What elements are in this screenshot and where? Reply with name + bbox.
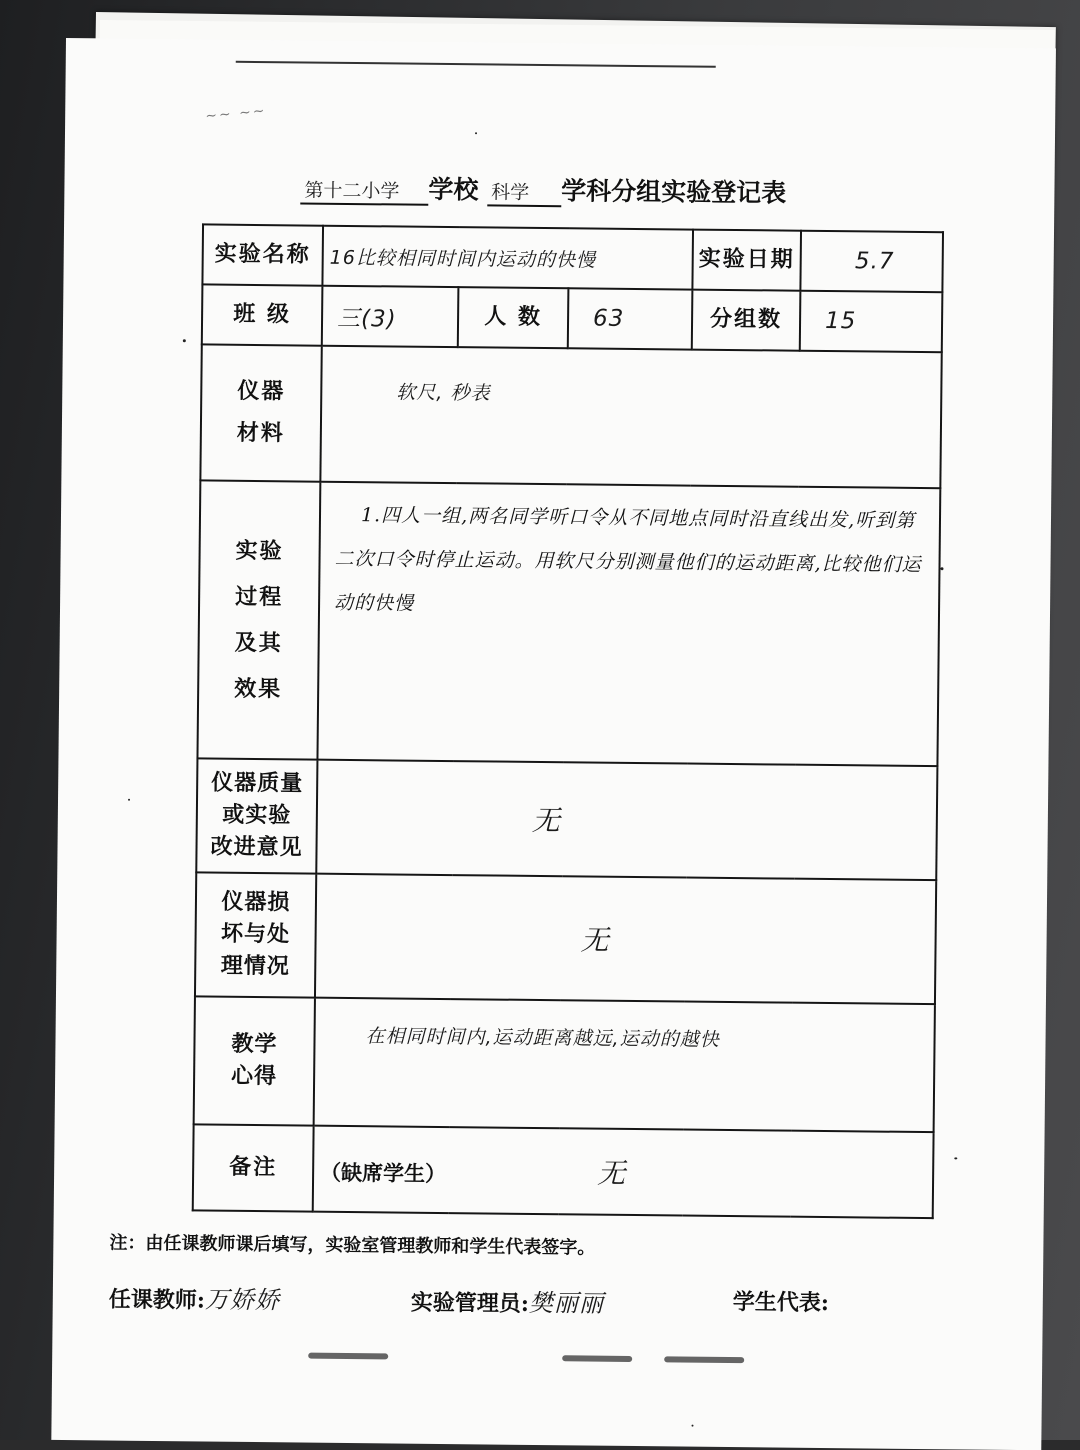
process-label-line: 过程 — [235, 583, 284, 611]
student-rep-signature — [733, 1285, 829, 1317]
remarks-value: 无 — [597, 1156, 626, 1190]
remarks-sublabel: （缺席学生） — [320, 1159, 447, 1187]
scan-speck — [128, 799, 130, 801]
remarks-label: 备注 — [193, 1124, 314, 1211]
scan-smudge — [664, 1356, 744, 1363]
experiment-name-cell — [322, 226, 693, 290]
headcount-label: 人 数 — [458, 287, 569, 348]
damage-label — [195, 872, 316, 997]
quality-label-line: 仪器质量 — [211, 769, 304, 797]
lab-manager-signature — [411, 1282, 604, 1319]
teaching-label-line: 教学 — [231, 1030, 278, 1058]
student-rep-label: 学生代表: — [732, 1289, 830, 1317]
header-rule — [236, 61, 716, 68]
process-label-line: 实验 — [235, 537, 284, 564]
table-row — [202, 284, 943, 352]
school-suffix: 学校 — [428, 174, 479, 205]
headcount-cell — [568, 288, 693, 349]
table-row — [196, 758, 937, 880]
scan-speck — [954, 1157, 957, 1159]
group-count-label: 分组数 — [692, 290, 801, 351]
class-cell — [322, 286, 459, 347]
scan-speck — [475, 132, 477, 134]
table-row — [193, 1124, 934, 1218]
scan-speck — [940, 567, 943, 570]
quality-feedback-label — [196, 758, 317, 873]
scan-smudge — [562, 1355, 632, 1362]
teaching-notes-cell — [314, 998, 935, 1132]
class-label: 班 级 — [202, 284, 323, 345]
lab-manager-name: 樊丽丽 — [528, 1288, 605, 1318]
teaching-label-line: 心得 — [230, 1062, 278, 1090]
experiment-date-cell — [800, 231, 943, 292]
materials-cell — [320, 346, 941, 488]
form-sheet — [51, 38, 1056, 1450]
teacher-label: 任课教师: — [108, 1286, 206, 1314]
scan-speck — [183, 339, 186, 342]
table-row — [195, 872, 936, 1004]
scan-smudge — [308, 1353, 388, 1360]
quality-feedback-cell — [316, 760, 937, 880]
experiment-date-value: 5.7 — [854, 248, 895, 275]
process-value: 1.四人一组,两名同学听口令从不同地点同时沿直线出发,听到第二次口令时停止运动。用软尺分别测量他们的运动距离,比较他们运动的快慢 — [317, 482, 940, 766]
damage-cell — [315, 874, 936, 1004]
process-label — [197, 480, 320, 759]
damage-label-line: 坏与处 — [220, 920, 291, 948]
quality-feedback-value: 无 — [531, 803, 561, 838]
materials-label-line: 材料 — [236, 419, 286, 447]
headcount-value: 63 — [592, 305, 625, 332]
table-row — [194, 996, 935, 1132]
table-row — [202, 224, 943, 292]
materials-label — [200, 344, 321, 481]
faint-mark: ~~ ~~ — [204, 102, 268, 125]
class-value: 三(3) — [336, 305, 397, 332]
teacher-signature — [109, 1279, 280, 1316]
experiment-name-label: 实验名称 — [202, 224, 323, 285]
form-title — [300, 168, 920, 210]
teaching-notes-value: 在相同时间内,运动距离越远,运动的越快 — [365, 1025, 720, 1051]
table-row — [197, 480, 940, 766]
damage-label-line: 理情况 — [220, 952, 290, 980]
damage-label-line: 仪器损 — [221, 888, 291, 916]
scan-speck — [691, 1425, 693, 1427]
quality-label-line: 或实验 — [222, 801, 292, 829]
teacher-name: 万娇娇 — [204, 1285, 281, 1315]
damage-value: 无 — [580, 923, 609, 957]
table-row — [200, 344, 941, 488]
school-name-field: 第十二小学 — [300, 175, 428, 205]
title-suffix: 学科分组实验登记表 — [561, 176, 787, 208]
registration-table — [192, 223, 944, 1219]
experiment-date-label: 实验日期 — [692, 230, 801, 291]
group-count-value: 15 — [824, 307, 857, 335]
remarks-cell — [313, 1126, 934, 1218]
teaching-notes-label — [194, 996, 315, 1125]
process-label-line: 效果 — [234, 675, 283, 703]
subject-field: 科学 — [487, 177, 561, 207]
materials-value: 软尺, 秒表 — [396, 381, 491, 405]
experiment-name-value: 16比较相同时间内运动的快慢 — [329, 246, 597, 272]
form-note: 注：由任课教师课后填写，实验室管理教师和学生代表签字。 — [109, 1232, 596, 1259]
materials-label-line: 仪器 — [237, 378, 286, 405]
quality-label-line: 改进意见 — [210, 833, 303, 861]
group-count-cell — [800, 291, 943, 352]
process-label-line: 及其 — [234, 629, 283, 657]
lab-manager-label: 实验管理员: — [410, 1289, 530, 1317]
